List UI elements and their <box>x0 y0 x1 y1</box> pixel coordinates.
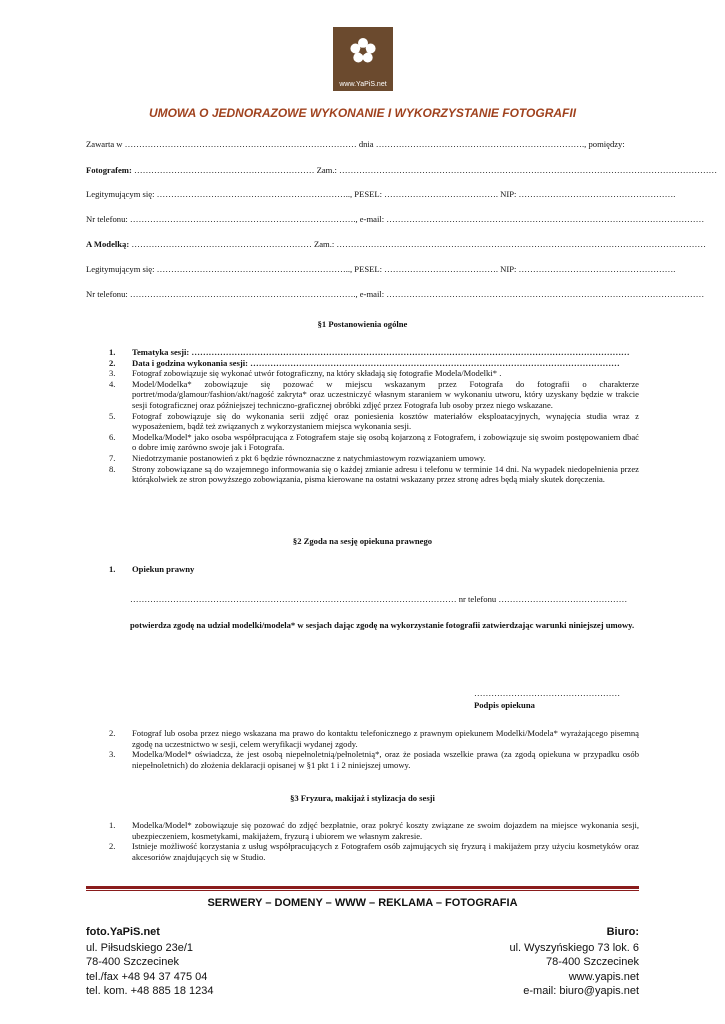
section3-list <box>86 820 639 862</box>
footer-email[interactable]: e-mail: biuro@yapis.net <box>523 985 639 997</box>
list-item: 1. Tematyka sesji: ……………………………………………………………………………………………………………………………………… <box>109 347 630 357</box>
model-address: ……………………………………………………… Zam.: ………………………………………………………………………………………………………………… <box>131 239 706 249</box>
section1-heading: §1 Postanowienia ogólne <box>317 319 408 329</box>
footer-phone: tel./fax +48 94 37 475 04 <box>86 970 208 983</box>
photographer-label: Fotografem: <box>86 165 132 175</box>
field-model-ids: Legitymującym się: ………………………………………………………….., PESEL: …………………………………. NIP: ………………………………………………. <box>86 264 676 274</box>
field-model-contact: Nr telefonu: ……………………………………………………………………., e-mail: ………………………………………………………………………………………………… <box>86 289 705 299</box>
footer-office-label: Biuro: <box>606 926 639 938</box>
footer-rule <box>86 886 639 889</box>
footer-mobile: tel. kom. +48 885 18 1234 <box>86 985 214 997</box>
section2-heading: §2 Zgoda na sesję opiekuna prawnego <box>292 536 433 546</box>
field-model <box>86 239 706 249</box>
signature-label: Podpis opiekuna <box>474 700 535 710</box>
footer-brand: foto.YaPiS.net <box>86 926 160 938</box>
footer-left <box>86 925 214 999</box>
field-photographer <box>86 165 718 175</box>
footer-city: 78-400 Szczecinek <box>86 956 179 968</box>
list-item: 6. Modelka/Model* jako osoba współpracująca z Fotografem staje się osobą kojarzoną z Fotografem, i zobowiązuje się swoim postępowaniem dbać o dobre imię zarówno swoje jak i Fotografa. <box>109 431 639 453</box>
list-item: 5. Fotograf zobowiązuje się do wykonania serii zdjęć oraz poniesienia kosztów materiałów eksploatacyjnych, wynajęcia studia wraz z wyposażeniem, bądź też związanych z wykorzystaniem miejsca wykonania sesji. <box>109 410 639 432</box>
list-item: 7. Niedotrzymanie postanowień z pkt 6 będzie równoznaczne z natychmiastowym rozwiązaniem umowy. <box>109 452 486 463</box>
list-item: 1. Opiekun prawny <box>109 564 195 574</box>
flower-icon <box>349 37 377 65</box>
list-item: 2. Istnieje możliwość korzystania z usług współpracujących z Fotografem osób zajmujących się fryzurą i makijażem przy użyciu kosmetyków oraz akcesoriów znajdujących się w Studio. <box>109 841 639 862</box>
list-item: 3. Modelka/Model* oświadcza, że jest osobą niepełnoletnią/pełnoletnią*, oraz że posiada wszelkie prawa (za zgodą opiekuna w przypadku osób niepełnoletnich) do złożenia deklaracji opisanej w §1 pkt 1 i 2 niniejszej umowy. <box>109 749 639 770</box>
logo-text: www.YaPiS.net <box>339 81 387 88</box>
guardian-consent: potwierdza zgodę na udział modelki/modela* w sesjach dając zgodę na wykorzystanie fotografii zatwierdzając warunki niniejszej umowy. <box>130 620 635 630</box>
section1-list <box>86 347 639 485</box>
signature-line: …………………………………………… <box>474 688 621 698</box>
list-item: 2. Data i godzina wykonania sesji: ………………………………………………………………………………………………………………… <box>109 357 620 368</box>
document-title: UMOWA O JEDNORAZOWE WYKONANIE I WYKORZYSTANIE FOTOGRAFII <box>148 106 577 120</box>
list-item: 1. Modelka/Model* zobowiązuje się pozować do zdjęć bezpłatnie, oraz pokryć koszty związane ze swoim dojazdem na miejsce wykonania sesji, ubezpieczeniem, kosmetykami, makijażem, fryzurą i ubiorem we własnym zakresie. <box>109 820 639 841</box>
footer-rule-thin <box>86 890 639 891</box>
section2-item1 <box>86 564 639 575</box>
section3-heading: §3 Fryzura, makijaż i stylizacja do sesji <box>290 793 435 803</box>
footer-office-address: ul. Wyszyńskiego 73 lok. 6 <box>509 941 639 954</box>
footer-tagline: SERWERY – DOMENY – WWW – REKLAMA – FOTOGRAFIA <box>207 897 518 909</box>
company-logo <box>333 27 393 91</box>
footer-address: ul. Piłsudskiego 23e/1 <box>86 941 194 954</box>
field-photographer-ids: Legitymującym się: ………………………………………………………….., PESEL: …………………………………. NIP: ………………………………………………. <box>86 189 676 199</box>
list-item: 8. Strony zobowiązane są do wzajemnego informowania się o każdej zmianie adresu i telefonu w terminie 14 dni. Na wypadek niedopełnienia przez którąkolwiek ze stron powyższego zobowiązania, pisma kierowane na ostatni wskazany przez stronę adres będą miały skutek doręczenia. <box>109 463 639 485</box>
guardian-line: …………………………………………………………………………………………………… nr telefonu ……………………………………… <box>130 594 628 604</box>
field-photographer-contact: Nr telefonu: ……………………………………………………………………., e-mail: ………………………………………………………………………………………………… <box>86 214 705 224</box>
model-label: A Modelką: <box>86 239 130 249</box>
list-item: 4. Model/Modelka* zobowiązuje się pozować w miejscu wskazanym przez Fotografa do fotografii o charakterze portret/moda/glamour/fashion/akt/nagość zakryta* oraz uczestniczyć własnym staraniem w wykonaniu utworu, który uzyskany będzie w trakcie sesji fotograficznej oraz późniejszej techniczno-graficznej obróbki zdjęć przez Fotografa lub osoby przez niego wskazane. <box>109 378 639 410</box>
list-item: 3. Fotograf zobowiązuje się wykonać utwór fotograficzny, na który składają się fotografie Modela/Modelki* . <box>109 368 502 379</box>
section2-list <box>86 728 639 770</box>
footer-website[interactable]: www.yapis.net <box>568 970 639 983</box>
field-place-date: Zawarta w ……………………………………………………………………… dnia ………………………………………………………………., pomiędzy: <box>86 139 625 149</box>
list-item: 2. Fotograf lub osoba przez niego wskazana ma prawo do kontaktu telefonicznego z prawnym opiekunem Modelki/Modela* wyrażającego pisemną zgodę na uczestnictwo w sesji, celem weryfikacji wydanej zgody. <box>109 728 639 749</box>
footer-office-city: 78-400 Szczecinek <box>546 956 639 968</box>
footer-right <box>509 925 639 999</box>
photographer-address: ……………………………………………………… Zam.: …………………………………………………………………………………………………………………… <box>133 165 718 175</box>
